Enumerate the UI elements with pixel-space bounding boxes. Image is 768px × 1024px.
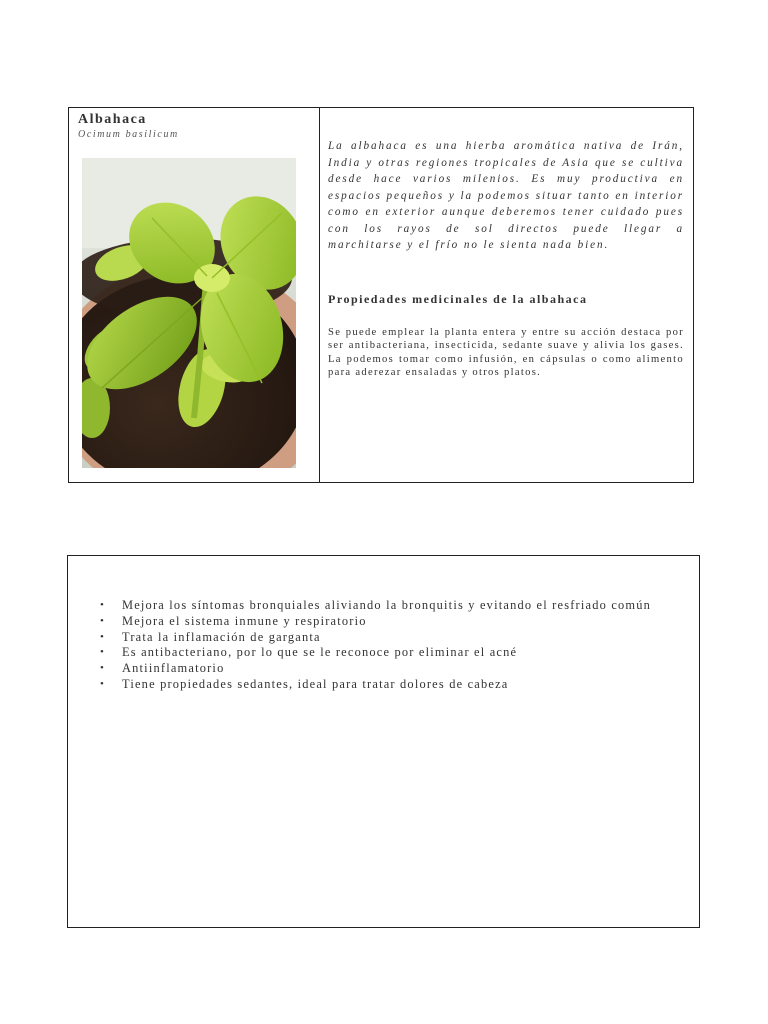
- benefit-text: Tiene propiedades sedantes, ideal para tratar dolores de cabeza: [122, 676, 509, 691]
- benefits-card: [67, 555, 700, 928]
- benefit-text: Mejora el sistema inmune y respiratorio: [122, 613, 367, 628]
- medicinal-text: Se puede emplear la planta entera y entre su acción destaca por ser antibacteriana, insecticida, sedante suave y alivia los gases. La podemos tomar como infusión, en cápsulas o como alimento para aderezar ensaladas y otros platos.: [328, 326, 684, 379]
- plant-info-panel: [320, 108, 693, 482]
- plant-description: La albahaca es una hierba aromática nativa de Irán, India y otras regiones tropicales de Asia que se cultiva desde hace varios milenios. Es muy productiva en espacios pequeños y la podemos situar tanto en interior como en exterior aunque deberemos tener cuidado pues con los rayos de sol directos puede llegar a marchitarse y el frío no le sienta nada bien.: [328, 140, 684, 251]
- benefit-text: Antiinflamatorio: [122, 661, 225, 676]
- bullet-icon: •: [100, 646, 106, 659]
- bullet-icon: •: [100, 662, 106, 675]
- plant-scientific-name: Ocimum basilicum: [78, 129, 179, 140]
- list-item: [100, 614, 653, 628]
- bullet-icon: •: [100, 614, 106, 627]
- list-item: [100, 661, 653, 675]
- benefit-text: Mejora los síntomas bronquiales aliviando la bronquitis y evitando el resfriado común: [122, 598, 652, 612]
- bullet-icon: •: [100, 599, 106, 611]
- benefit-text: Trata la inflamación de garganta: [122, 629, 321, 644]
- benefits-list: [100, 598, 653, 691]
- bullet-icon: •: [100, 677, 106, 690]
- basil-plant-photo: [82, 158, 296, 468]
- bullet-icon: •: [100, 630, 106, 643]
- benefit-text: Es antibacteriano, por lo que se le reconoce por eliminar el acné: [122, 645, 518, 660]
- plant-name: Albahaca: [78, 112, 147, 127]
- list-item: [100, 677, 653, 691]
- list-item: [100, 630, 653, 644]
- list-item: [100, 645, 653, 659]
- medicinal-heading: Propiedades medicinales de la albahaca: [328, 291, 588, 306]
- plant-identity-panel: [69, 108, 320, 482]
- list-item: [100, 598, 653, 612]
- basil-plant-image: [82, 158, 296, 468]
- plant-card: [68, 107, 694, 483]
